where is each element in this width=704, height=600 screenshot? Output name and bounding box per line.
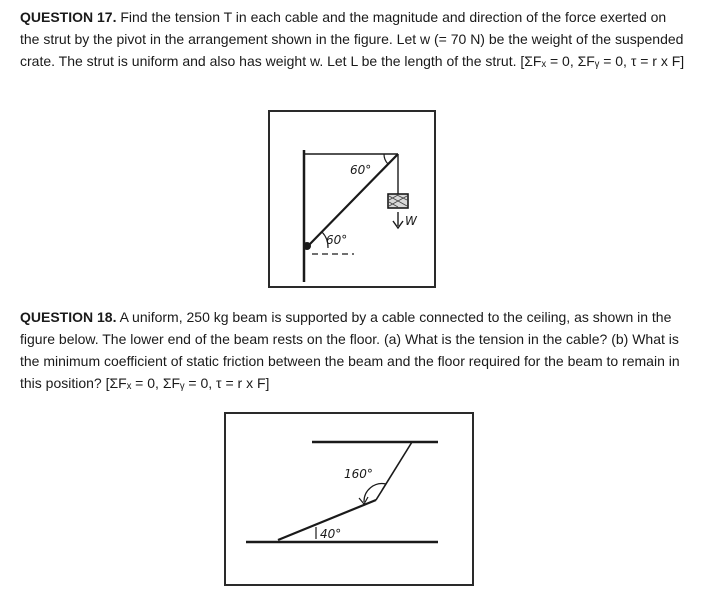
question-18-text <box>20 306 688 394</box>
angle-label-cable: 160° <box>344 467 373 481</box>
weight-label: W <box>405 214 417 228</box>
angle-label-floor: 40° <box>320 527 342 541</box>
question-18-body: A uniform, 250 kg beam is supported by a cable connected to the ceiling, as shown in the figure below. The lower end of the beam rests on the floor. (a) What is the tension in the cable? (b) What is the minimum coefficient of static friction between the beam and the floor required for the beam to remain in this position? [ΣFₓ = 0, ΣFᵧ = 0, τ = r x F] <box>20 309 680 391</box>
strut-diagram <box>270 112 438 290</box>
angle-arc-top <box>384 154 388 164</box>
cable-line <box>376 442 412 500</box>
question-17-figure <box>268 110 436 288</box>
pivot-icon <box>303 242 311 250</box>
question-17-body: Find the tension T in each cable and the magnitude and direction of the force exerted on the strut by the pivot in the arrangement shown in the figure. Let w (= 70 N) be the weight of the suspended crate. The strut is uniform and also has weight w. Let L be the length of the strut. [ΣFₓ = 0, ΣFᵧ = 0, τ = r x F] <box>20 9 685 69</box>
question-17-text <box>20 6 688 72</box>
angle-label-bottom: 60° <box>326 233 348 247</box>
question-18-heading: QUESTION 18. <box>20 309 117 325</box>
question-18-figure <box>224 412 474 586</box>
question-17-heading: QUESTION 17. <box>20 9 117 25</box>
beam-diagram <box>226 414 476 588</box>
angle-label-top: 60° <box>350 163 372 177</box>
